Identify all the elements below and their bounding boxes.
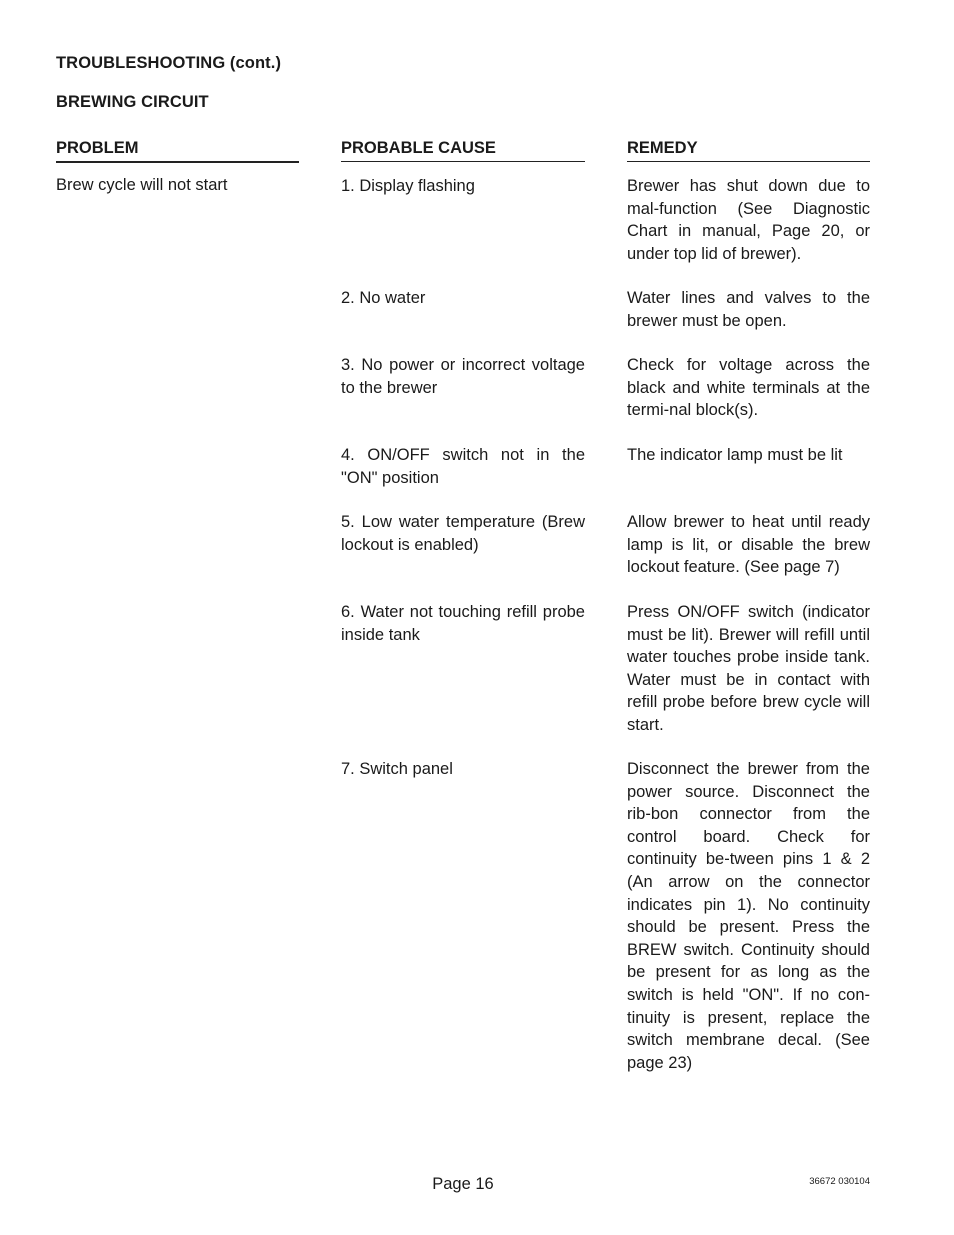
remedy-2: Water lines and valves to the brewer must be open. [627, 289, 870, 330]
cause-4: 4. ON/OFF switch not in the "ON" position [341, 446, 585, 487]
cause-2: 2. No water [341, 289, 426, 307]
remedy-6: Press ON/OFF switch (indicator must be lit). Brewer will refill until water touches probe inside tank. Water must be in contact with refill probe before brew cycle will start. [627, 603, 870, 734]
problem-text: Brew cycle will not start [56, 176, 228, 194]
remedy-1: Brewer has shut down due to mal-function (See Diagnostic Chart in manual, Page 20, or under top lid of brewer). [627, 177, 870, 263]
remedy-7: Disconnect the brewer from the power source. Disconnect the rib-bon connector from the control board. Check for continuity be-tween pins 1 & 2 (An arrow on the connector indicates pin 1). No continuity should be present. Press the BREW switch. Continuity should be present for as long as the switch is held "ON". If no con-tinuity is present, replace the switch membrane decal. (See page 23) [627, 760, 870, 1072]
section-title: TROUBLESHOOTING (cont.) [56, 54, 282, 72]
cause-3: 3. No power or incorrect voltage to the brewer [341, 356, 585, 397]
column-header-problem: PROBLEM [56, 138, 299, 163]
remedy-5: Allow brewer to heat until ready lamp is lit, or disable the brew lockout feature. (See page 7) [627, 513, 870, 577]
cause-5: 5. Low water temperature (Brew lockout is enabled) [341, 513, 585, 554]
page-number: Page 16 [432, 1175, 494, 1193]
cause-7: 7. Switch panel [341, 760, 453, 778]
document-code: 36672 030104 [809, 1176, 870, 1187]
cause-1: 1. Display flashing [341, 177, 475, 195]
column-header-remedy: REMEDY [627, 138, 870, 162]
column-header-probable-cause: PROBABLE CAUSE [341, 138, 585, 162]
cause-6: 6. Water not touching refill probe inside tank [341, 603, 585, 644]
remedy-4: The indicator lamp must be lit [627, 446, 843, 464]
remedy-3: Check for voltage across the black and white terminals at the termi-nal block(s). [627, 356, 870, 420]
subsection-title: BREWING CIRCUIT [56, 93, 209, 111]
